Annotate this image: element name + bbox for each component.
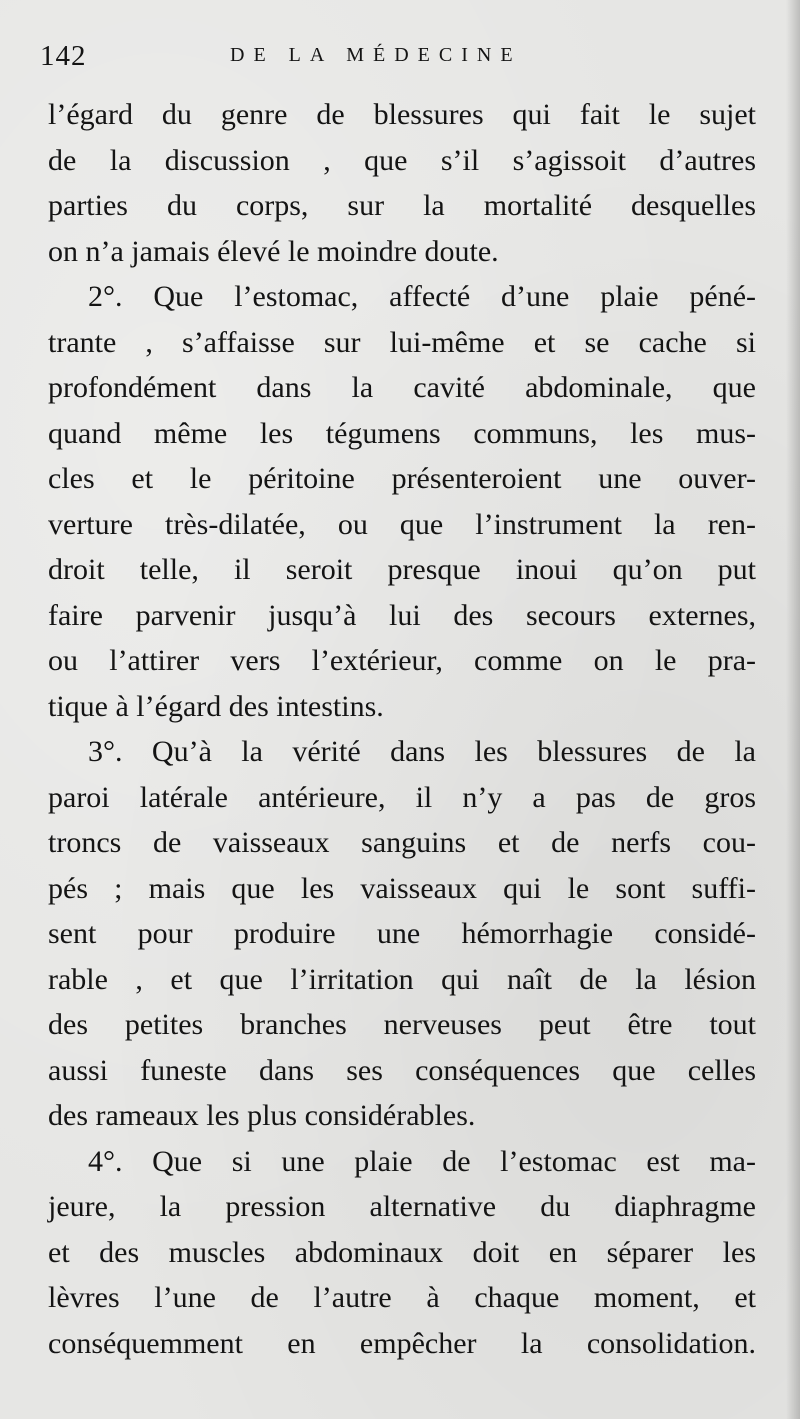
text-line: 4°. Que si une plaie de l’estomac est ma-	[88, 1144, 756, 1178]
text-line: profondément dans la cavité abdominale, que	[48, 371, 756, 404]
running-title: DE LA MÉDECINE	[230, 44, 522, 66]
text-line: ou l’attirer vers l’extérieur, comme on le pra-	[48, 644, 756, 677]
text-line: sent pour produire une hémorrhagie considé-	[48, 917, 756, 950]
text-line: pés ; mais que les vaisseaux qui le sont suffi-	[48, 871, 756, 905]
text-line: de la discussion , que s’il s’agissoit d’autres	[48, 143, 756, 177]
text-line: faire parvenir jusqu’à lui des secours externes,	[48, 598, 756, 632]
text-line: cles et le péritoine présenteroient une ouver-	[48, 462, 756, 495]
text-line: paroi latérale antérieure, il n’y a pas de gros	[48, 780, 756, 814]
text-line: parties du corps, sur la mortalité desquelles	[48, 189, 756, 222]
text-line: conséquemment en empêcher la consolidation.	[48, 1326, 756, 1360]
text-line: des petites branches nerveuses peut être tout	[48, 1008, 756, 1041]
body-text	[48, 92, 756, 1366]
text-line: aussi funeste dans ses conséquences que celles	[48, 1053, 756, 1087]
text-line: l’égard du genre de blessures qui fait le sujet	[48, 98, 756, 131]
text-line: et des muscles abdominaux doit en séparer les	[48, 1235, 756, 1269]
text-line: verture très-dilatée, ou que l’instrument la ren-	[48, 507, 756, 541]
text-line: des rameaux les plus considérables.	[48, 1099, 476, 1132]
page-number: 142	[40, 40, 87, 72]
text-line: 3°. Qu’à la vérité dans les blessures de la	[88, 735, 756, 768]
text-line: 2°. Que l’estomac, affecté d’une plaie péné-	[88, 280, 756, 313]
text-line: lèvres l’une de l’autre à chaque moment, et	[48, 1281, 756, 1314]
text-line: jeure, la pression alternative du diaphragme	[48, 1190, 756, 1223]
text-line: droit telle, il seroit presque inoui qu’on put	[48, 553, 756, 586]
text-line: quand même les tégumens communs, les mus-	[48, 416, 756, 450]
text-line: on n’a jamais élevé le moindre doute.	[48, 234, 499, 268]
text-line: trante , s’affaisse sur lui-même et se cache si	[48, 325, 756, 359]
text-line: troncs de vaisseaux sanguins et de nerfs cou-	[48, 826, 756, 859]
text-line: tique à l’égard des intestins.	[48, 689, 384, 723]
running-head	[40, 36, 760, 84]
text-line: rable , et que l’irritation qui naît de la lésion	[48, 962, 756, 996]
